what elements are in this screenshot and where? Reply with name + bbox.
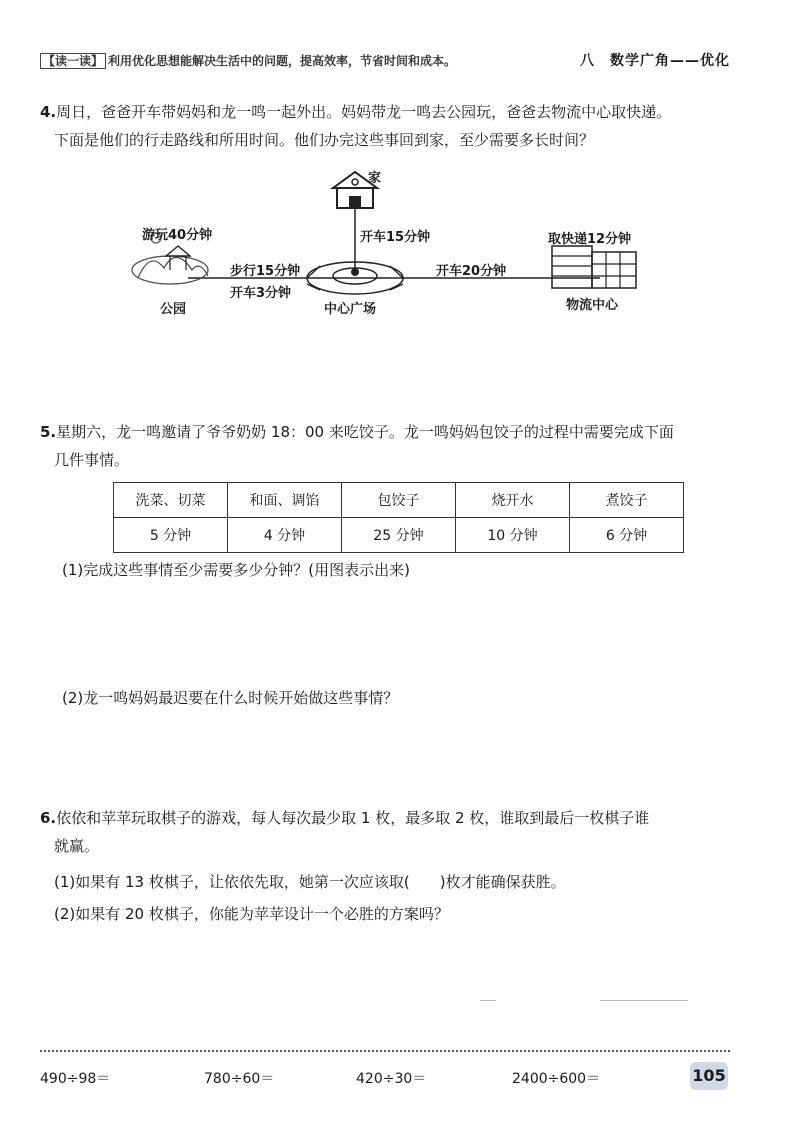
label-home-road: 开车15分钟: [360, 230, 431, 245]
task-cell: 洗菜、切菜: [114, 483, 228, 518]
question-4-number: 4.: [40, 103, 57, 121]
question-6-sub1: (1)如果有 13 枚棋子，让依依先取，她第一次应该取( )枚才能确保获胜。: [54, 873, 566, 891]
time-cell: 6 分钟: [570, 518, 684, 553]
question-6-number: 6.: [40, 809, 57, 827]
reading-tip: [40, 52, 456, 69]
question-4: [40, 98, 760, 154]
tasks-table: [113, 482, 684, 553]
reading-tip-tag: 【读一读】: [40, 53, 106, 69]
question-4-line1: 周日，爸爸开车带妈妈和龙一鸣一起外出。妈妈带龙一鸣去公园玩，爸爸去物流中心取快递。: [56, 103, 672, 121]
stray-mark: [480, 1000, 496, 1001]
calc-item: 780÷60＝: [204, 1071, 275, 1087]
answer-area-5-1[interactable]: [62, 590, 722, 660]
question-6-sub2: (2)如果有 20 枚棋子，你能为苹苹设计一个必胜的方案吗？: [54, 905, 449, 923]
label-center: 中心广场: [324, 302, 377, 317]
answer-area-5-2[interactable]: [62, 718, 722, 788]
label-pickup: 取快递12分钟: [548, 232, 632, 247]
calc-item: 420÷30＝: [356, 1071, 427, 1087]
label-drive-park: 开车3分钟: [230, 286, 292, 301]
answer-area-6-2[interactable]: [54, 934, 724, 1034]
question-5-sub2: (2)龙一鸣妈妈最迟要在什么时候开始做这些事情？: [62, 689, 399, 707]
label-park: 公园: [160, 302, 187, 317]
question-6-line1: 依依和苹苹玩取棋子的游戏，每人每次最少取 1 枚，最多取 2 枚，谁取到最后一枚棋子谁: [56, 809, 650, 827]
logistics-building-icon: [552, 246, 636, 288]
task-cell: 和面、调馅: [228, 483, 342, 518]
calc-item: 2400÷600＝: [512, 1071, 601, 1087]
tasks-row: [114, 483, 684, 518]
calc-item: 490÷98＝: [40, 1071, 111, 1087]
time-cell: 25 分钟: [342, 518, 456, 553]
task-cell: 煮饺子: [570, 483, 684, 518]
label-park-play: 游玩40分钟: [142, 228, 213, 243]
label-logistics: 物流中心: [566, 298, 619, 313]
label-walk: 步行15分钟: [230, 264, 301, 279]
question-6: [40, 804, 760, 860]
task-cell: 烧开水: [456, 483, 570, 518]
question-4-line2: 下面是他们的行走路线和所用时间。他们办完这些事回到家，至少需要多长时间？: [54, 131, 595, 149]
stray-mark: [600, 1000, 688, 1001]
times-row: [114, 518, 684, 553]
question-5-sub1: (1)完成这些事情至少需要多少分钟？(用图表示出来): [62, 561, 410, 579]
label-home: 家: [368, 171, 382, 186]
time-cell: 5 分钟: [114, 518, 228, 553]
time-cell: 4 分钟: [228, 518, 342, 553]
question-5-line1: 星期六，龙一鸣邀请了爷爷奶奶 18：00 来吃饺子。龙一鸣妈妈包饺子的过程中需要完成下面: [56, 423, 674, 441]
label-drive-logistics: 开车20分钟: [436, 264, 507, 279]
question-5-number: 5.: [40, 423, 57, 441]
chapter-title: 八 数学广角——优化: [580, 53, 730, 69]
question-5: [40, 418, 760, 474]
route-diagram: [120, 160, 680, 320]
page-number: 105: [690, 1062, 728, 1090]
question-5-line2: 几件事情。: [54, 451, 130, 469]
footer-divider: [40, 1050, 730, 1052]
task-cell: 包饺子: [342, 483, 456, 518]
time-cell: 10 分钟: [456, 518, 570, 553]
question-6-line2: 就赢。: [54, 837, 100, 855]
reading-tip-text: 利用优化思想能解决生活中的问题，提高效率，节省时间和成本。: [108, 54, 457, 68]
